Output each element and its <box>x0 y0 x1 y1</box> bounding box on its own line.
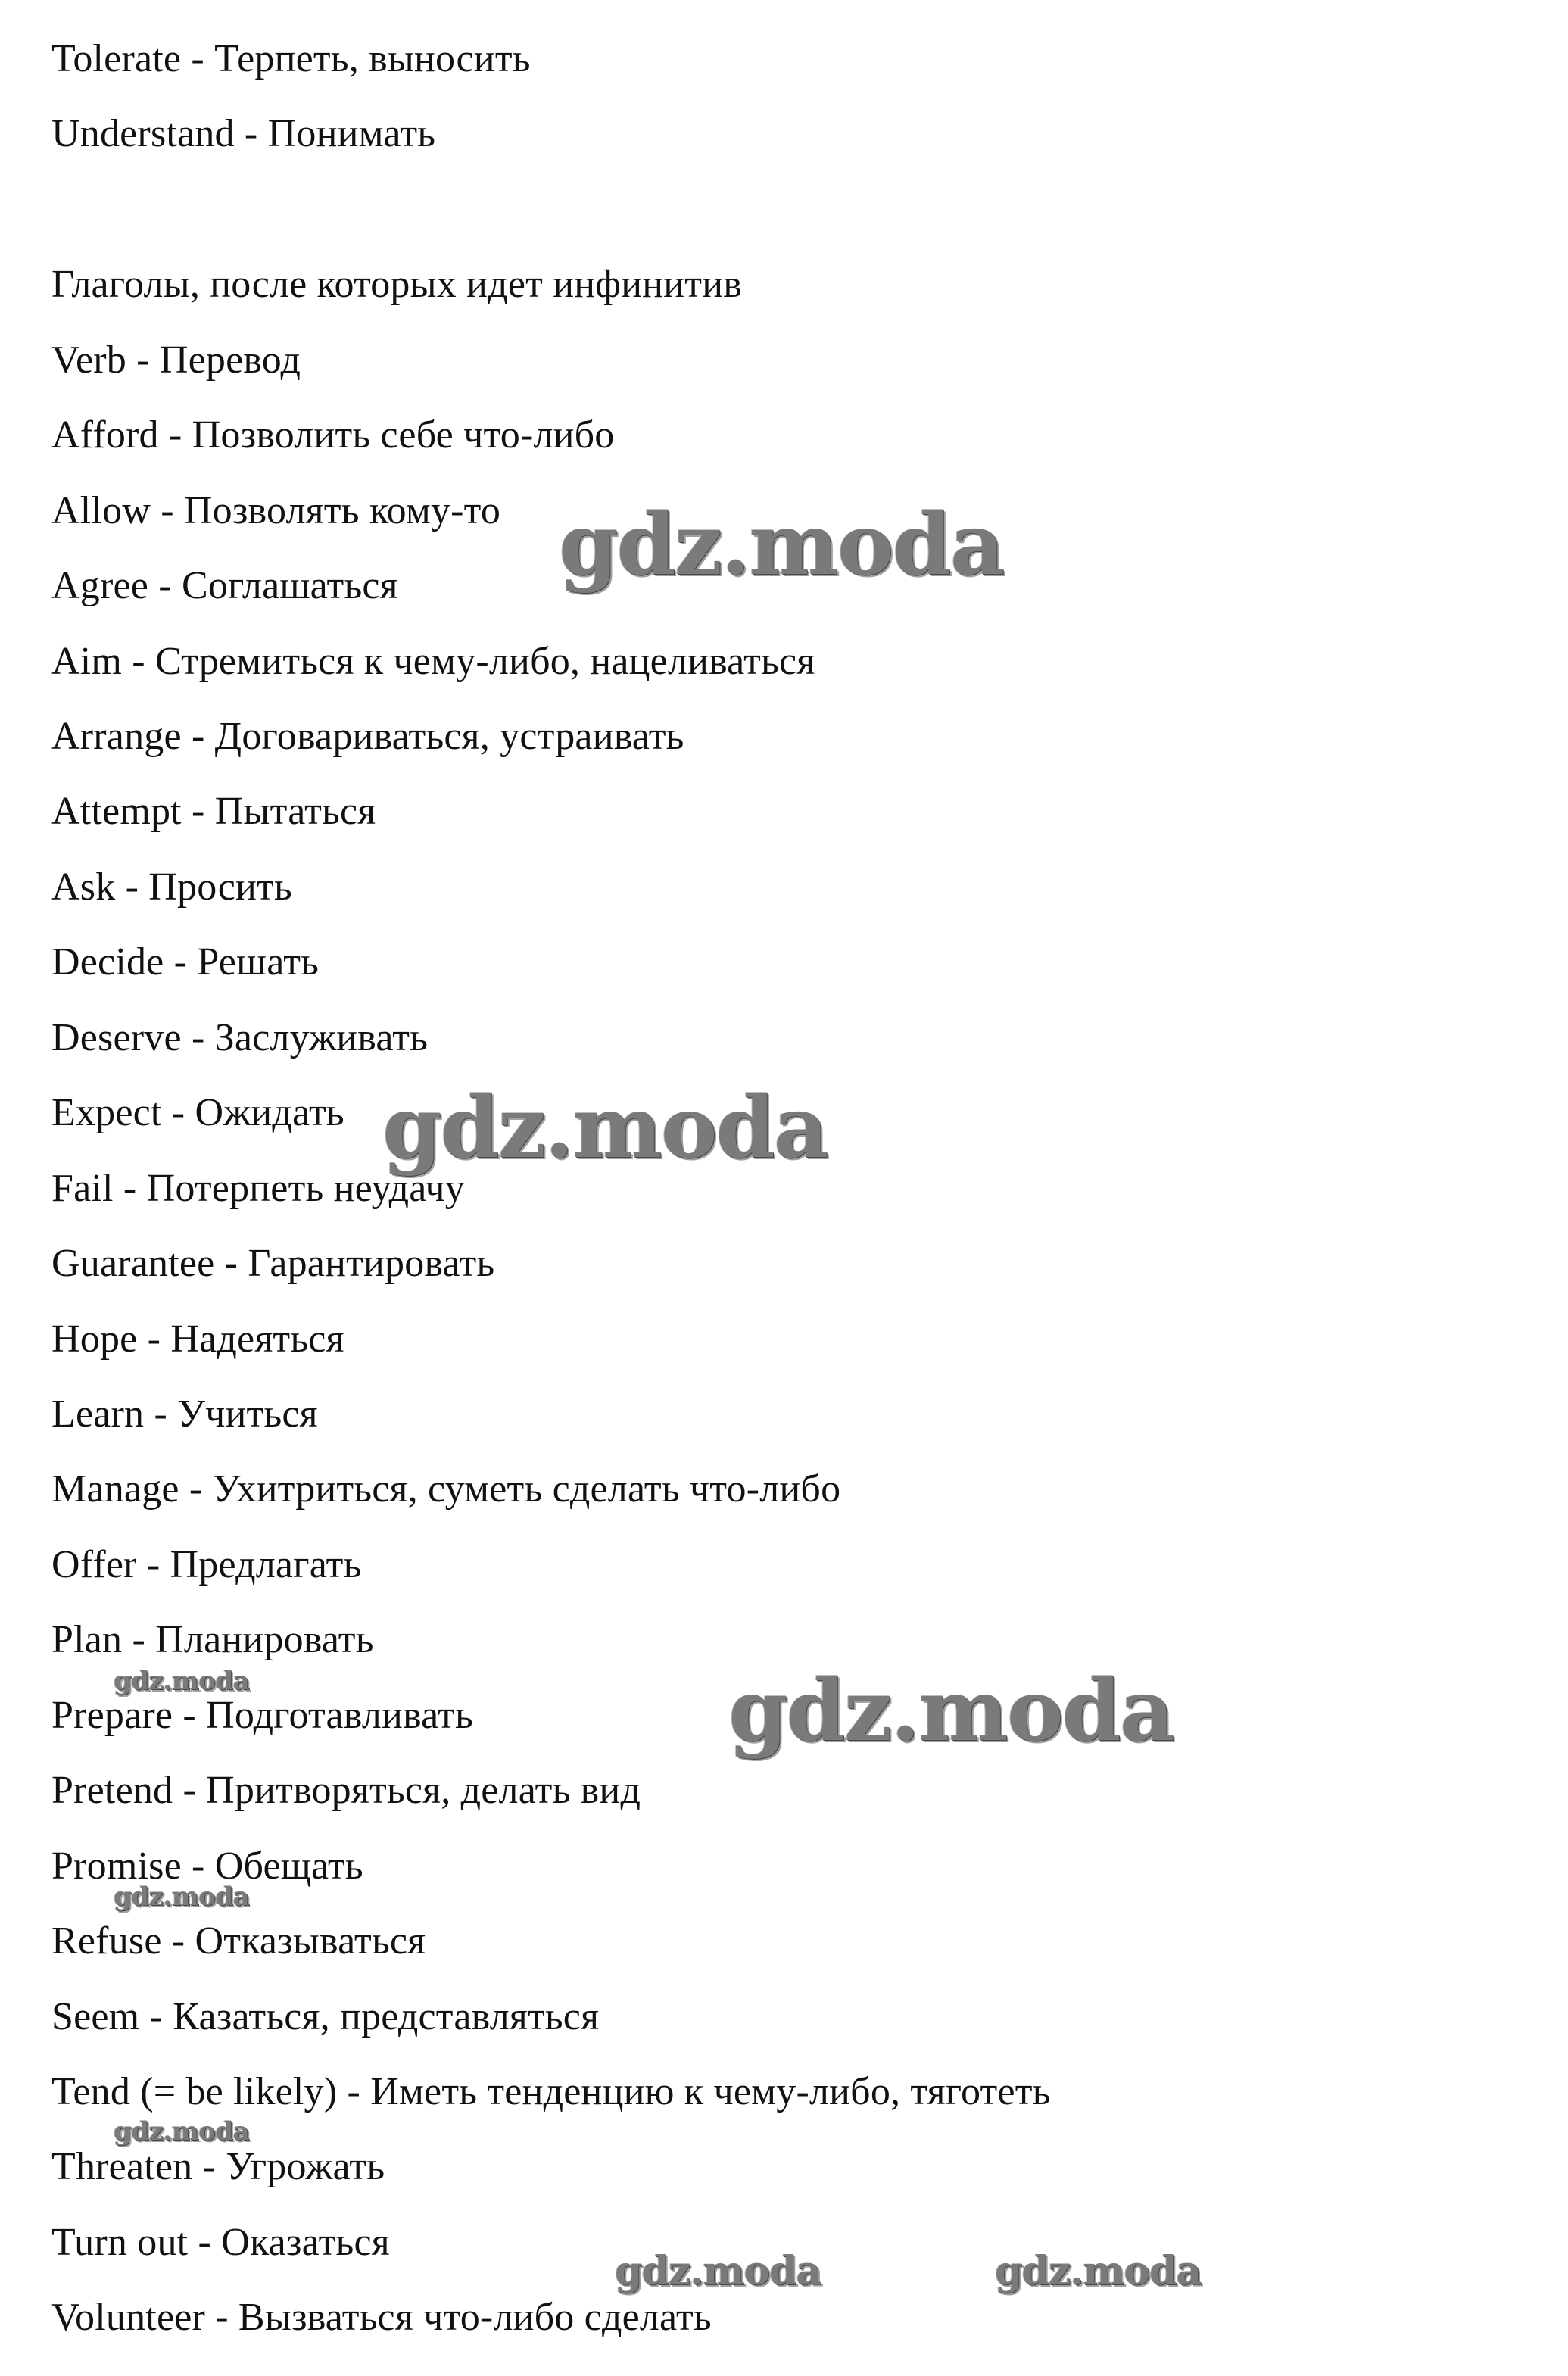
text-line: Tolerate - Терпеть, выносить <box>51 37 531 80</box>
text-line: Arrange - Договариваться, устраивать <box>51 715 684 758</box>
text-line: Guarantee - Гарантировать <box>51 1242 495 1285</box>
text-line: Deserve - Заслуживать <box>51 1016 429 1059</box>
text-line: Learn - Учиться <box>51 1392 318 1436</box>
text-line: Offer - Предлагать <box>51 1543 362 1586</box>
text-line: Plan - Планировать <box>51 1618 374 1661</box>
text-line: Agree - Соглашаться <box>51 564 398 607</box>
text-line: Manage - Ухитриться, суметь сделать что-либо <box>51 1467 841 1511</box>
watermark: gdz.moda <box>382 1078 828 1177</box>
text-line: Attempt - Пытаться <box>51 790 376 833</box>
watermark: gdz.moda <box>728 1661 1174 1760</box>
watermark: gdz.moda <box>114 2116 250 2147</box>
text-line: Decide - Решать <box>51 940 320 984</box>
text-line: Seem - Казаться, представляться <box>51 1995 600 2038</box>
text-line: Expect - Ожидать <box>51 1091 344 1134</box>
text-line: Ask - Просить <box>51 865 292 909</box>
text-line: Verb - Перевод <box>51 338 301 382</box>
text-line: Tend (= be likely) - Иметь тенденцию к чему-либо, тяготеть <box>51 2070 1051 2113</box>
watermark: gdz.moda <box>559 495 1004 594</box>
text-line: Hope - Надеяться <box>51 1317 344 1361</box>
watermark: gdz.moda <box>995 2248 1202 2294</box>
text-line: Prepare - Подготавливать <box>51 1694 473 1737</box>
text-line: Volunteer - Вызваться что-либо сделать <box>51 2296 712 2339</box>
text-line: Turn out - Оказаться <box>51 2221 390 2264</box>
watermark: gdz.moda <box>114 1666 250 1696</box>
text-line: Aim - Стремиться к чему-либо, нацеливаться <box>51 640 815 683</box>
text-line: Fail - Потерпеть неудачу <box>51 1167 465 1210</box>
text-line: Afford - Позволить себе что-либо <box>51 413 615 457</box>
text-line: Allow - Позволять кому-то <box>51 489 501 532</box>
watermark: gdz.moda <box>114 1882 250 1912</box>
text-line: Promise - Обещать <box>51 1844 363 1888</box>
text-line: Pretend - Притворяться, делать вид <box>51 1769 641 1812</box>
text-line: Refuse - Отказываться <box>51 1919 426 1963</box>
text-line: Understand - Понимать <box>51 112 436 155</box>
text-line: Глаголы, после которых идет инфинитив <box>51 263 742 306</box>
text-line: Threaten - Угрожать <box>51 2145 385 2188</box>
watermark: gdz.moda <box>615 2248 821 2294</box>
